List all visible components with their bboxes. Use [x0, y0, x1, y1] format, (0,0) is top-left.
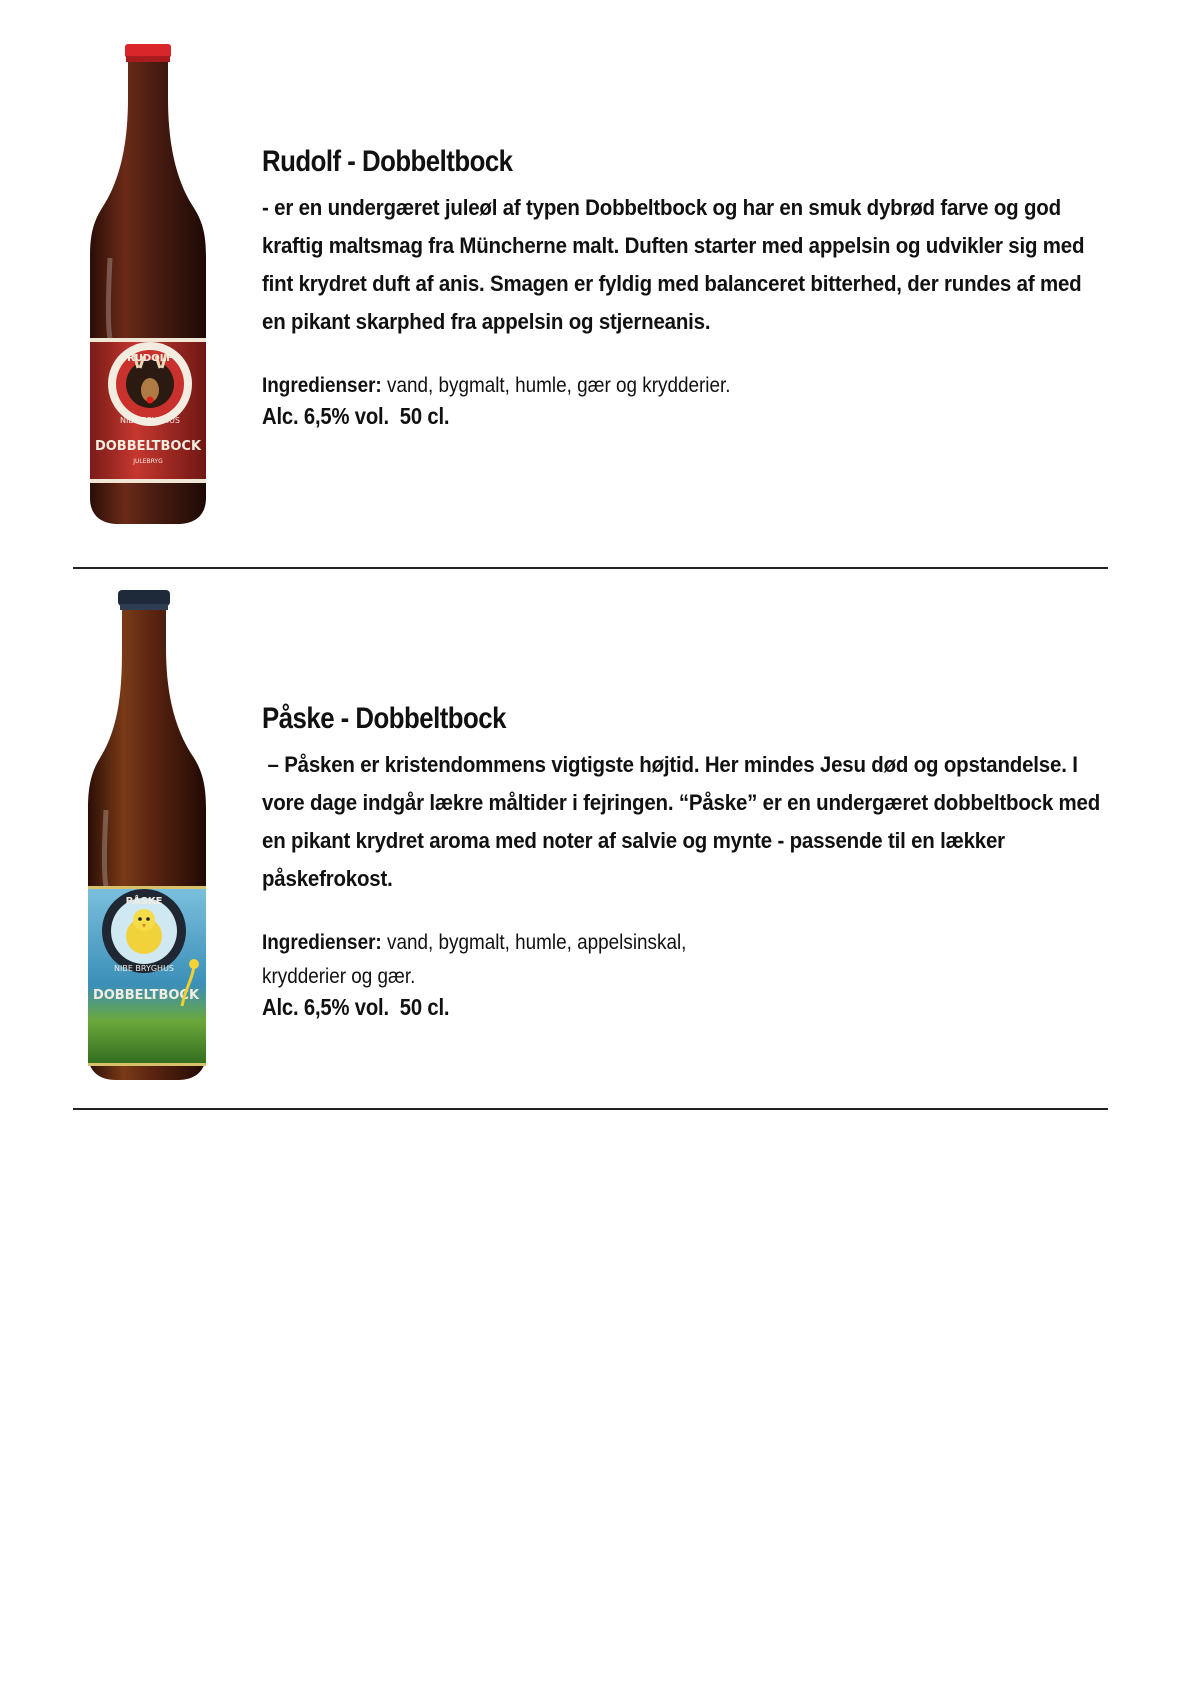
- rudolf-ingredients-label: Ingredienser:: [262, 374, 382, 397]
- paaske-alcohol: [262, 994, 1102, 1021]
- rudolf-ingredients: [262, 369, 1102, 403]
- paaske-ingredients: [262, 926, 1102, 960]
- paaske-label-ring: NIBE BRYGHUS: [114, 964, 174, 973]
- rudolf-description: [262, 189, 1102, 341]
- paaske-description: [262, 746, 1106, 898]
- rudolf-title: Rudolf - Dobbeltbock: [262, 145, 513, 178]
- rudolf-text: [262, 145, 1102, 430]
- paaske-title: Påske - Dobbeltbock: [262, 702, 506, 735]
- paaske-bottle-image: [82, 586, 212, 1086]
- rudolf-label-top: RUDOLF: [127, 353, 173, 364]
- rudolf-bottle-image: [82, 38, 212, 528]
- rudolf-description-text: - er en undergæret juleøl af typen Dobbeltbock og har en smuk dybrød farve og god kraftig maltsmag fra Müncherne malt. Duften starter med appelsin og udvikler sig med fint krydret duft af anis. Smagen er fyldig med balanceret bitterhed, der rundes af med en pikant skarphed fra appelsin og stjerneanis.: [262, 195, 1085, 334]
- paaske-alcohol-text: Alc. 6,5% vol. 50 cl.: [262, 994, 450, 1020]
- paaske-text: [262, 702, 1106, 1021]
- paaske-ingredients-label: Ingredienser:: [262, 931, 382, 954]
- divider-2: [73, 1108, 1108, 1110]
- rudolf-ingredients-value: vand, bygmalt, humle, gær og krydderier.: [381, 374, 731, 397]
- rudolf-label-ring: NIBE BRYGHUS: [120, 416, 180, 425]
- rudolf-ingredients-line: [262, 369, 731, 403]
- paaske-ingredients-line2: krydderier og gær.: [262, 965, 416, 988]
- paaske-ingredients-value: vand, bygmalt, humle, appelsinskal,: [381, 931, 687, 954]
- paaske-label-style: DOBBELTBOCK: [92, 988, 200, 1003]
- paaske-label-top: PÅSKE: [125, 896, 163, 907]
- rudolf-label-style: DOBBELTBOCK: [94, 439, 202, 454]
- divider-1: [73, 567, 1108, 569]
- rudolf-alcohol: [262, 403, 1102, 430]
- paaske-ingredients-line: [262, 926, 686, 960]
- rudolf-alcohol-text: Alc. 6,5% vol. 50 cl.: [262, 403, 450, 429]
- paaske-ingredients-2: [262, 960, 1102, 994]
- paaske-description-text: – Påsken er kristendommens vigtigste højtid. Her mindes Jesu død og opstandelse. I vore dage indgår lækre måltider i fejringen. “Påske” er en undergæret dobbeltbock med en pikant krydret aroma med noter af salvie og mynte - passende til en lækker påskefrokost.: [262, 752, 1106, 891]
- rudolf-label-sub: JULEBRYG: [133, 458, 163, 465]
